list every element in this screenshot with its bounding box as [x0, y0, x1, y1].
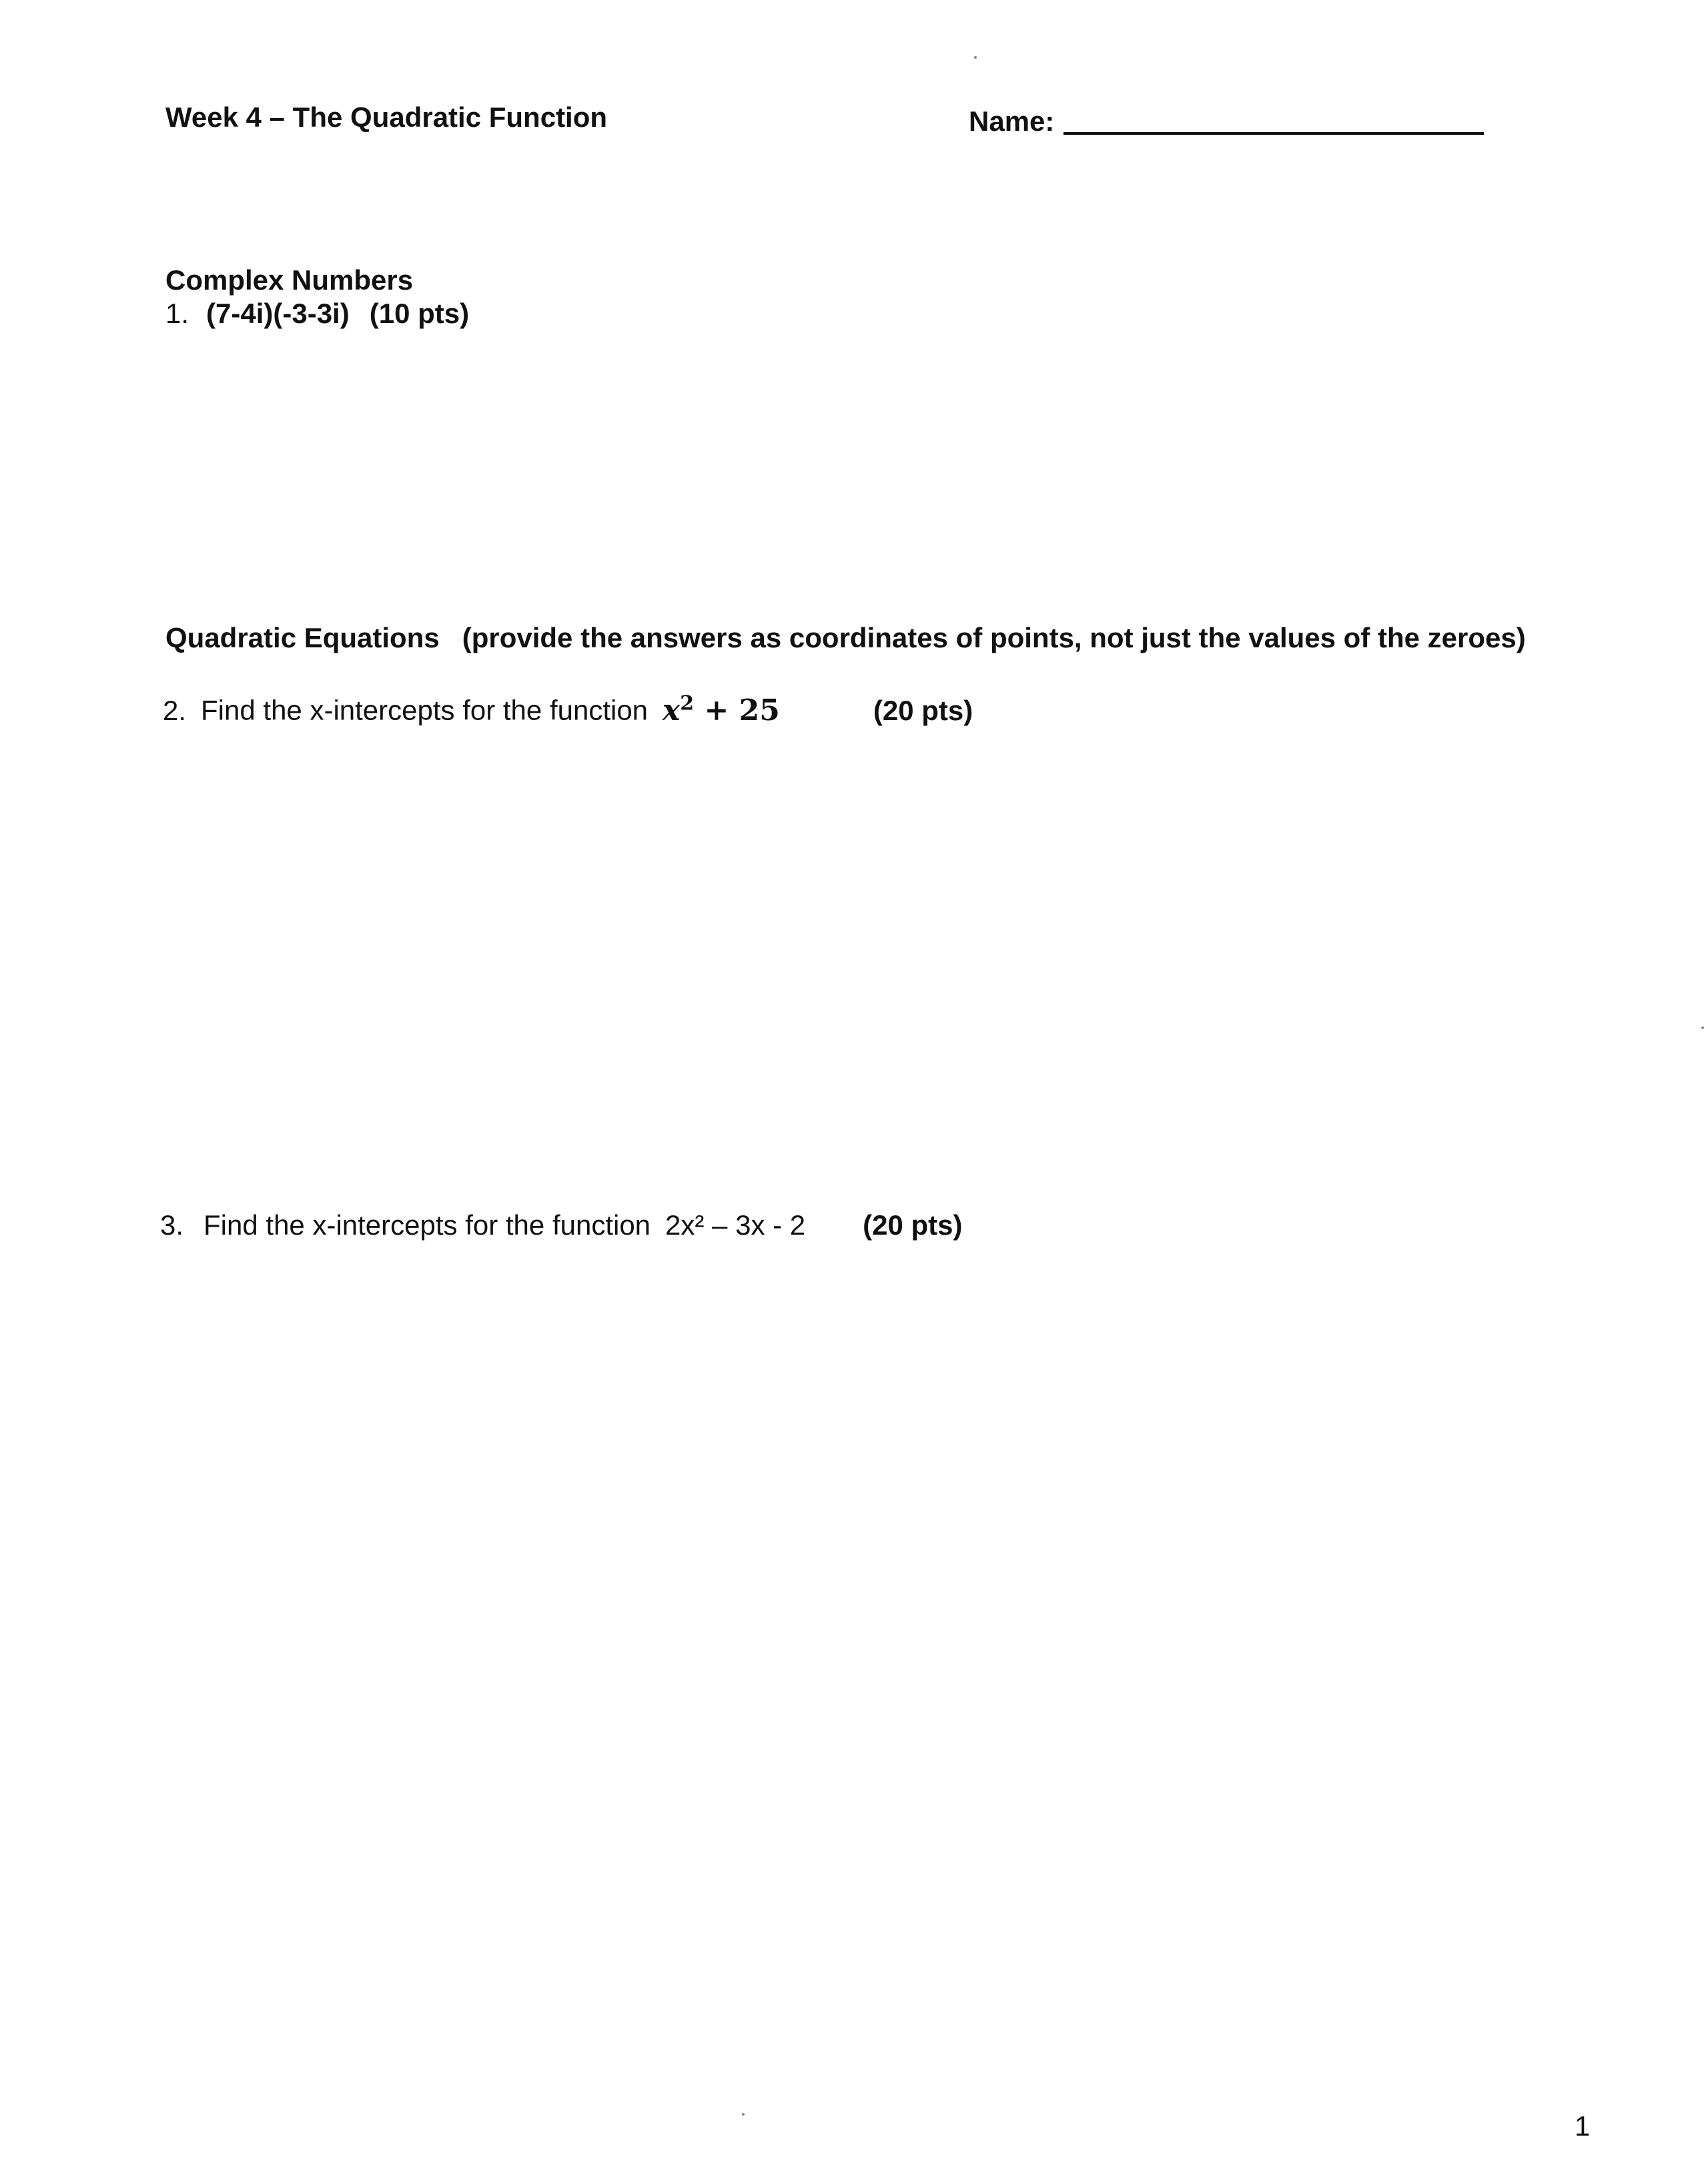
- section-heading-complex-numbers: Complex Numbers: [165, 264, 414, 296]
- worksheet-title: Week 4 – The Quadratic Function: [165, 101, 608, 133]
- section-heading-quadratic-equations: Quadratic Equations: [165, 622, 440, 653]
- question-3-expression: 2x² – 3x - 2: [665, 1209, 806, 1241]
- question-1-expression: (7-4i)(-3-3i): [206, 298, 350, 329]
- section-instruction-note: (provide the answers as coordinates of points, not just the values of the zeroes): [462, 622, 1526, 653]
- math-exponent: 2: [680, 691, 695, 715]
- name-field: [969, 105, 1484, 137]
- scan-speck: [742, 2113, 745, 2116]
- question-1: [165, 298, 469, 330]
- section-quadratic-equations: [165, 622, 1526, 654]
- math-variable: x: [663, 693, 681, 727]
- scan-speck: [1701, 1026, 1704, 1029]
- question-3-prompt: Find the x-intercepts for the function: [203, 1209, 651, 1241]
- question-1-points: (10 pts): [369, 298, 470, 329]
- page-number: 1: [1575, 2110, 1591, 2142]
- question-2: [163, 691, 973, 727]
- question-2-prompt: Find the x-intercepts for the function: [201, 694, 649, 726]
- question-2-points: (20 pts): [873, 694, 973, 726]
- scan-speck: [974, 56, 977, 59]
- question-2-number: 2.: [163, 694, 187, 726]
- name-label: Name:: [969, 105, 1055, 137]
- question-3: [160, 1209, 963, 1241]
- question-2-math-expression: [663, 693, 780, 727]
- question-3-points: (20 pts): [863, 1209, 963, 1241]
- question-3-number: 3.: [160, 1209, 184, 1241]
- name-blank-line: [1063, 132, 1484, 135]
- question-1-number: 1.: [165, 298, 189, 329]
- math-rest: + 25: [694, 693, 780, 727]
